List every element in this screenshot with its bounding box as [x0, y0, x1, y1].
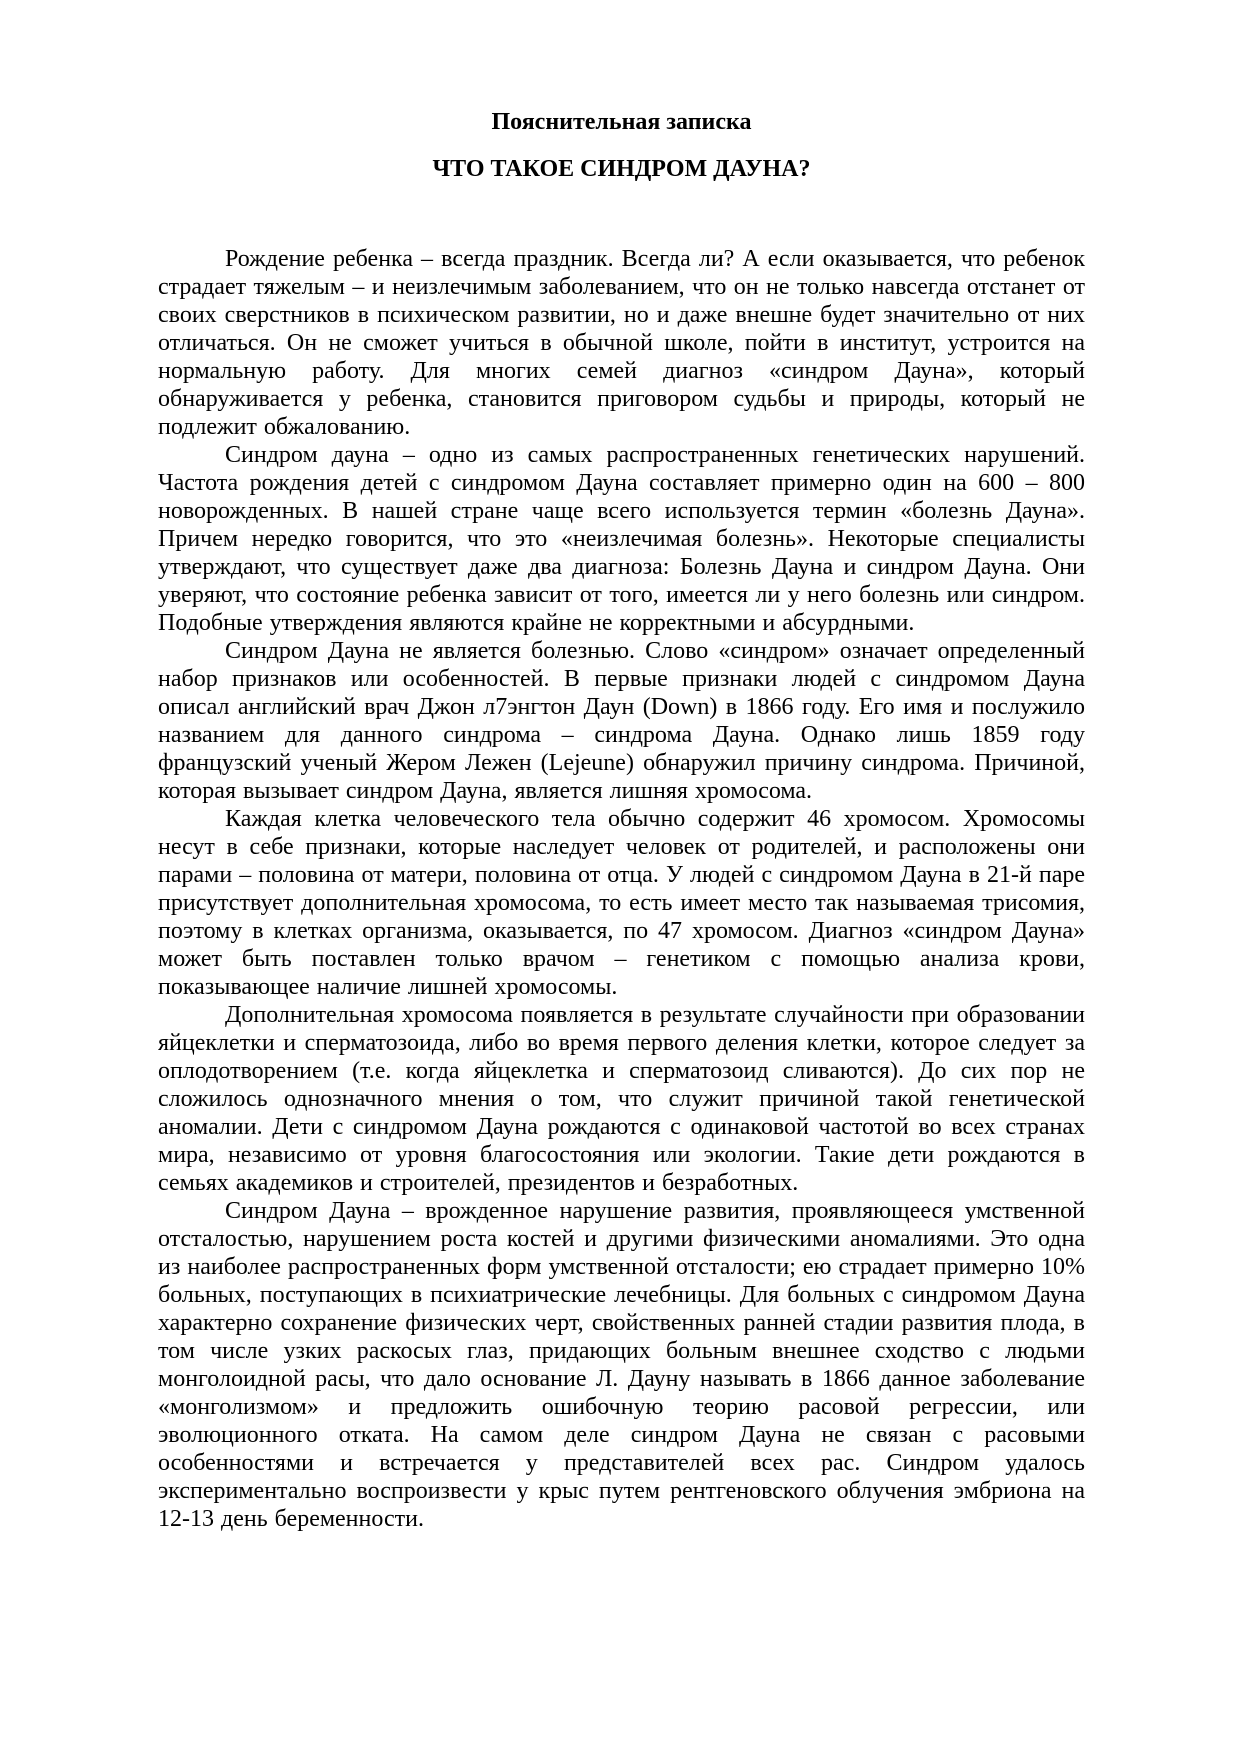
paragraph-frequency: Синдром дауна – одно из самых распространенных генетических нарушений. Частота рождения детей с синдромом Дауна составляет примерно один на 600 – 800 новорожденных. В нашей стране чаще всего используется термин «болезнь Дауна». Причем нередко говорится, что это «неизлечимая болезнь». Некоторые специалисты утверждают, что существует даже два диагноза: Болезнь Дауна и синдром Дауна. Они уверяют, что состояние ребенка зависит от того, имеется ли у него болезнь или синдром. Подобные утверждения являются крайне не корректными и абсурдными.: [158, 442, 1085, 636]
paragraph-definition: Синдром Дауна не является болезнью. Слово «синдром» означает определенный набор признаков или особенностей. В первые признаки людей с синдромом Дауна описал английский врач Джон л7энгтон Даун (Down) в 1866 году. Его имя и послужило названием для данного синдрома – синдрома Дауна. Однако лишь 1859 году французский ученый Жером Лежен (Lejeune) обнаружил причину синдрома. Причиной, которая вызывает синдром Дауна, является лишняя хромосома.: [158, 638, 1085, 804]
document-body: [158, 245, 1085, 1533]
paragraph-chromosomes: Каждая клетка человеческого тела обычно содержит 46 хромосом. Хромосомы несут в себе признаки, которые наследует человек от родителей, и расположены они парами – половина от матери, половина от отца. У людей с синдромом Дауна в 21-й паре присутствует дополнительная хромосома, то есть имеет место так называемая трисомия, поэтому в клетках организма, оказывается, по 47 хромосом. Диагноз «синдром Дауна» может быть поставлен только врачом – генетиком с помощью анализа крови, показывающее наличие лишней хромосомы.: [158, 806, 1085, 1000]
document-subtitle: ЧТО ТАКОЕ СИНДРОМ ДАУНА?: [432, 156, 811, 182]
paragraph-description: Синдром Дауна – врожденное нарушение развития, проявляющееся умственной отсталостью, нарушением роста костей и другими физическими аномалиями. Это одна из наиболее распространенных форм умственной отсталости; ею страдает примерно 10% больных, поступающих в психиатрические лечебницы. Для больных с синдромом Дауна характерно сохранение физических черт, свойственных ранней стадии развития плода, в том числе узких раскосых глаз, придающих больным внешнее сходство с людьми монголоидной расы, что дало основание Л. Дауну называть в 1866 данное заболевание «монголизмом» и предложить ошибочную теорию расовой регрессии, или эволюционного отката. На самом деле синдром Дауна не связан с расовыми особенностями и встречается у представителей всех рас. Синдром удалось экспериментально воспроизвести у крыс путем рентгеновского облучения эмбриона на 12-13 день беременности.: [158, 1198, 1085, 1532]
paragraph-intro: Рождение ребенка – всегда праздник. Всегда ли? А если оказывается, что ребенок страдает тяжелым – и неизлечимым заболеванием, что он не только навсегда отстанет от своих сверстников в психическом развитии, но и даже внешне будет значительно от них отличаться. Он не сможет учиться в обычной школе, пойти в институт, устроится на нормальную работу. Для многих семей диагноз «синдром Дауна», который обнаруживается у ребенка, становится приговором судьбы и природы, который не подлежит обжалованию.: [158, 246, 1085, 440]
paragraph-causes: Дополнительная хромосома появляется в результате случайности при образовании яйцеклетки и сперматозоида, либо во время первого деления клетки, которое следует за оплодотворением (т.е. когда яйцеклетка и сперматозоид сливаются). До сих пор не сложилось однозначного мнения о том, что служит причиной такой генетической аномалии. Дети с синдромом Дауна рождаются с одинаковой частотой во всех странах мира, независимо от уровня благосостояния или экологии. Такие дети рождаются в семьях академиков и строителей, президентов и безработных.: [158, 1002, 1085, 1196]
document-title: Пояснительная записка: [491, 109, 752, 135]
